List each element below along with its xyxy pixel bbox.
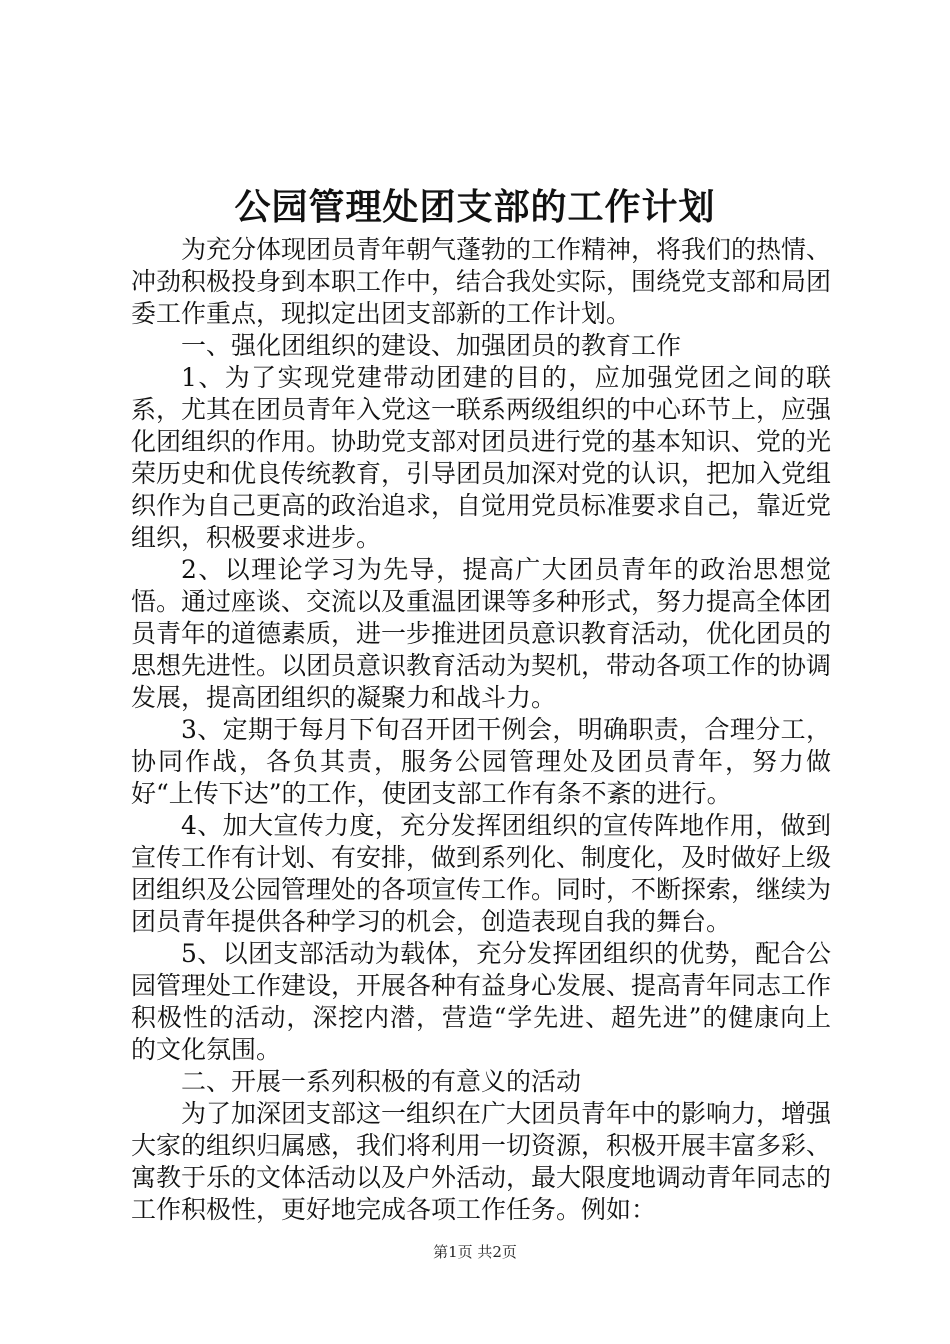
intro-paragraph: 为充分体现团员青年朝气蓬勃的工作精神，将我们的热情、冲劲积极投身到本职工作中，结合我处实际，围绕党支部和局团委工作重点，现拟定出团支部新的工作计划。 bbox=[131, 235, 832, 328]
section-heading-2: 二、开展一系列积极的有意义的活动 bbox=[181, 1067, 582, 1096]
item-paragraph-3: 3、定期于每月下旬召开团干例会，明确职责，合理分工，协同作战，各负其责，服务公园管理处及团员青年，努力做好“上传下达”的工作，使团支部工作有条不紊的进行。 bbox=[131, 715, 831, 808]
item-paragraph-2: 2、以理论学习为先导，提高广大团员青年的政治思想觉悟。通过座谈、交流以及重温团课等多种形式，努力提高全体团员青年的道德素质，进一步推进团员意识教育活动，优化团员的思想先进性。以团员意识教育活动为契机，带动各项工作的协调发展，提高团组织的凝聚力和战斗力。 bbox=[131, 555, 832, 712]
item-paragraph-5: 5、以团支部活动为载体，充分发挥团组织的优势，配合公园管理处工作建设，开展各种有益身心发展、提高青年同志工作积极性的活动，深挖内潜，营造“学先进、超先进”的健康向上的文化氛围。 bbox=[131, 939, 832, 1064]
section-heading-1: 一、强化团组织的建设、加强团员的教育工作 bbox=[181, 331, 682, 360]
page-footer: 第1页 共2页 bbox=[433, 1243, 517, 1261]
item-paragraph-1: 1、为了实现党建带动团建的目的，应加强党团之间的联系，尤其在团员青年入党这一联系两级组织的中心环节上，应强化团组织的作用。协助党支部对团员进行党的基本知识、党的光荣历史和优良传统教育，引导团员加深对党的认识，把加入党组织作为自己更高的政治追求，自觉用党员标准要求自己，靠近党组织，积极要求进步。 bbox=[131, 363, 832, 552]
activities-paragraph: 为了加深团支部这一组织在广大团员青年中的影响力，增强大家的组织归属感，我们将利用一切资源，积极开展丰富多彩、寓教于乐的文体活动以及户外活动，最大限度地调动青年同志的工作积极性，更好地完成各项工作任务。例如： bbox=[131, 1099, 832, 1224]
item-paragraph-4: 4、加大宣传力度，充分发挥团组织的宣传阵地作用，做到宣传工作有计划、有安排，做到系列化、制度化，及时做好上级团组织及公园管理处的各项宣传工作。同时，不断探索，继续为团员青年提供各种学习的机会，创造表现自我的舞台。 bbox=[131, 811, 832, 936]
document-body bbox=[131, 234, 831, 1226]
document-title: 公园管理处团支部的工作计划 bbox=[234, 186, 716, 228]
